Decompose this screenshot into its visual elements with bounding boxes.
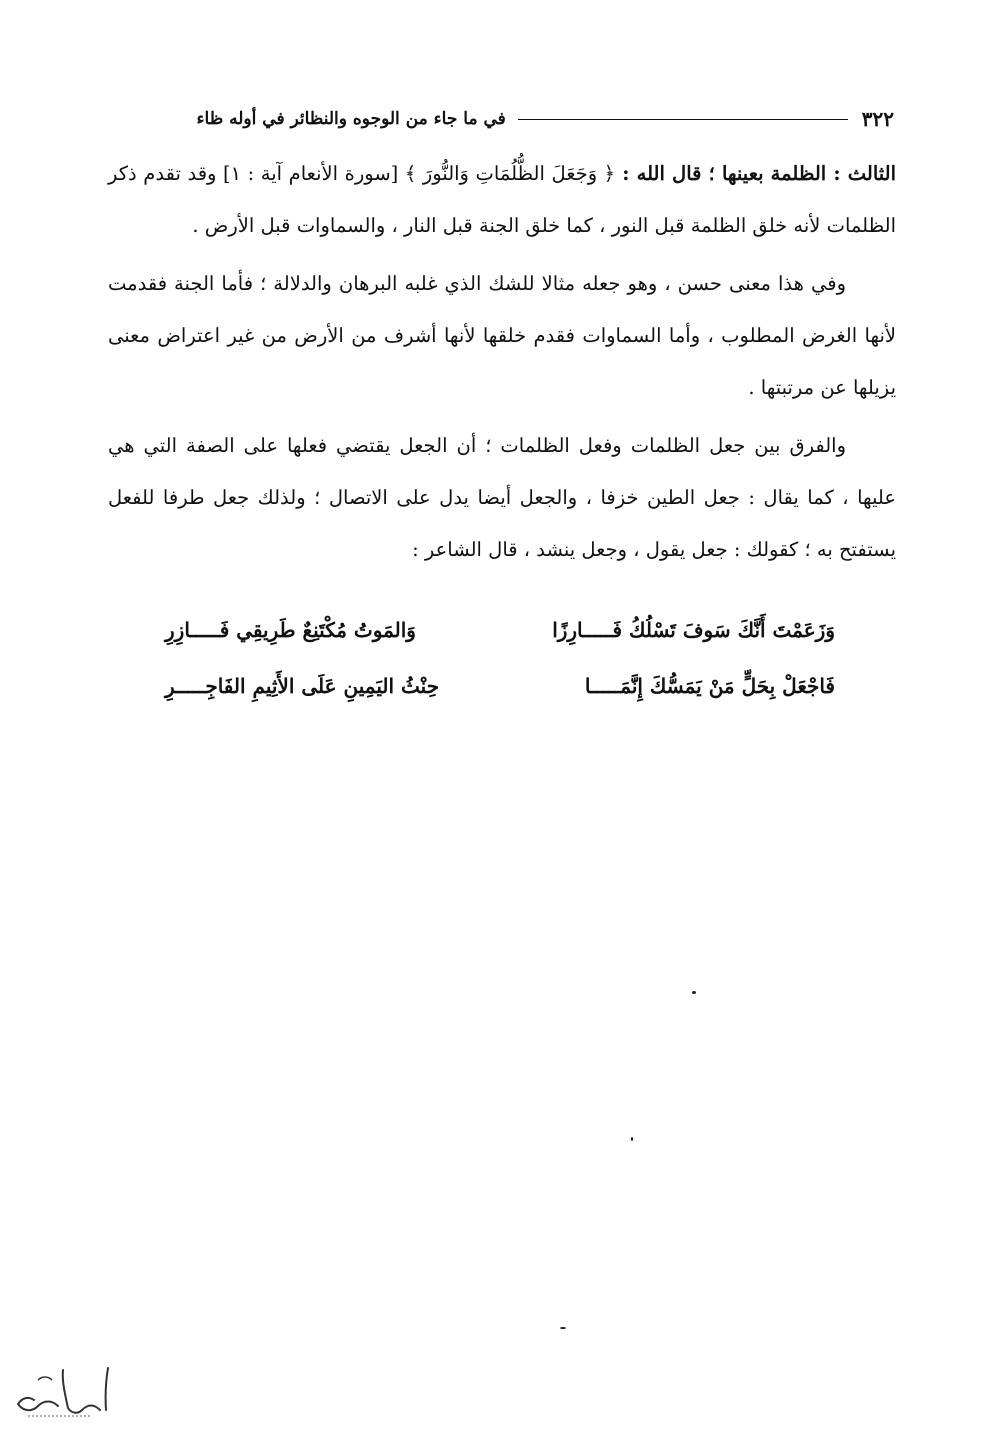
paragraph-1-lead: الثالث : الظلمة بعينها ؛ قال الله : — [615, 162, 897, 185]
scan-speck — [560, 1327, 566, 1329]
verse-line — [165, 602, 835, 658]
scan-speck — [692, 991, 696, 994]
verse-1-second-hemistich: وَالمَوتُ مُكْتَنِعٌ طَرِيقِي فَـــــازِرِ — [165, 618, 416, 642]
verse-line — [165, 658, 835, 714]
library-logo-icon — [8, 1360, 118, 1420]
scan-speck — [631, 1137, 633, 1141]
verse-2-second-hemistich: حِنْثُ اليَمِينِ عَلَى الأَثِيمِ الفَاجِـــــرِ — [165, 674, 440, 698]
paragraph-2 — [108, 258, 896, 414]
paragraph-3 — [108, 420, 896, 576]
verse-2-first-hemistich: فَاجْعَلْ بِحَلٍّ مَنْ يَمَسُّكَ إِنَّمَـــــا — [584, 674, 835, 698]
paragraph-3-text: والفرق بين جعل الظلمات وفعل الظلمات ؛ أن الجعل يقتضي فعلها على الصفة التي هي عليها ، كما يقال : جعل الطين خزفا ، والجعل أيضا يدل على الاتصال ؛ ولذلك جعل طرفا للفعل يستفتح به ؛ كقولك : جعل يقول ، وجعل ينشد ، قال الشاعر : — [108, 434, 896, 561]
running-title: في ما جاء من الوجوه والنظائر في أوله ظاء — [196, 109, 506, 129]
paragraph-1 — [108, 148, 896, 252]
poetry-verses — [165, 602, 835, 714]
verse-1-first-hemistich: وَزَعَمْتَ أَنَّكَ سَوفَ تَسْلُكُ فَـــــارِزًا — [552, 618, 835, 642]
paragraph-2-text: وفي هذا معنى حسن ، وهو جعله مثالا للشك الذي غلبه البرهان والدلالة ؛ فأما الجنة فقدمت لأنها الغرض المطلوب ، وأما السماوات فقدم خلقها لأنها أشرف من الأرض من غير اعتراض معنى يزيلها عن مرتبتها . — [108, 272, 896, 399]
page-header — [112, 104, 894, 134]
page-number: ٣٢٢ — [861, 107, 894, 131]
header-rule — [518, 119, 848, 120]
body-text — [108, 148, 896, 576]
paragraph-1-text: ﴿ وَجَعَلَ الظُّلُمَاتِ وَالنُّورَ ﴾ [سورة الأنعام آية : ١] وقد تقدم ذكر الظلمات لأنه خلق الظلمة قبل النور ، كما خلق الجنة قبل النار ، والسماوات قبل الأرض . — [108, 162, 896, 237]
